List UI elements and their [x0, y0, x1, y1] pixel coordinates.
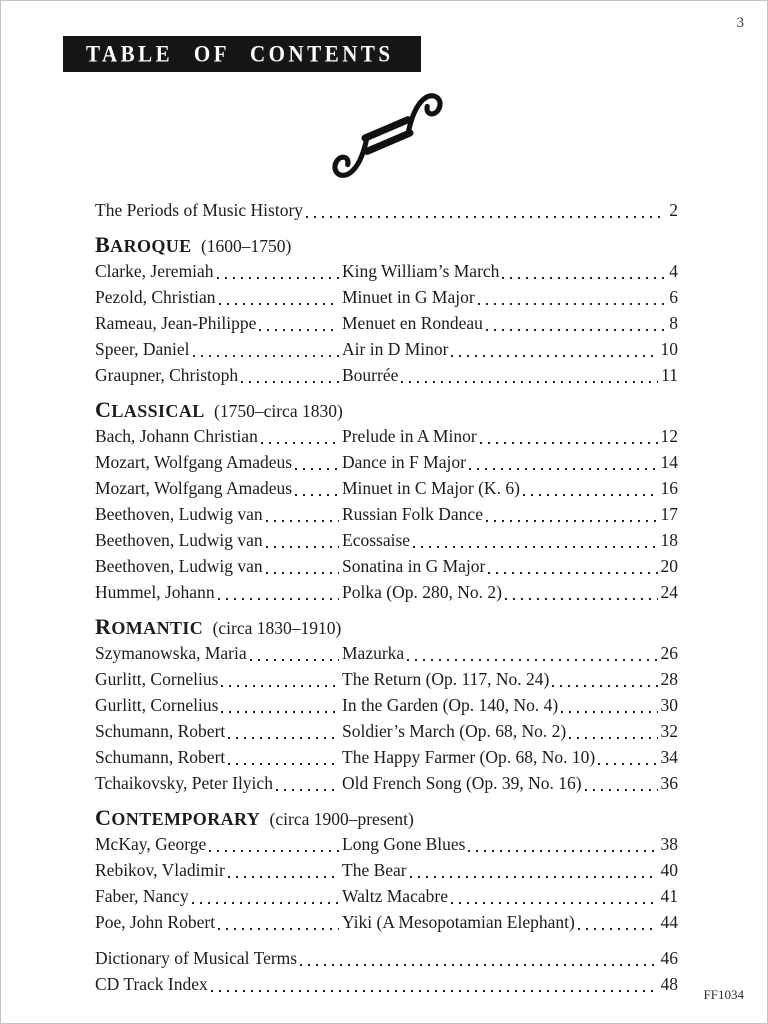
composer-cell [95, 336, 342, 362]
piece-title: Sonatina in G Major [342, 556, 486, 576]
page-number: 3 [736, 15, 744, 31]
toc-entry-row [95, 553, 678, 579]
piece-title: Dance in F Major [342, 452, 466, 472]
piece-title: The Return (Op. 117, No. 24) [342, 669, 550, 689]
section-heading [95, 231, 678, 258]
dot-leader [221, 711, 339, 713]
piece-title: Long Gone Blues [342, 834, 466, 854]
composer-cell [95, 527, 342, 553]
section-date-range: (circa 1900–present) [269, 809, 414, 829]
dot-leader [407, 659, 657, 661]
dot-leader [578, 928, 658, 930]
toc-entry-row [95, 579, 678, 605]
toc-section [95, 396, 678, 605]
piece-title: The Bear [342, 860, 407, 880]
composer-cell [95, 909, 342, 935]
composer-name: Tchaikovsky, Peter Ilyich [95, 773, 273, 793]
dot-leader [488, 572, 657, 574]
dot-leader [193, 355, 339, 357]
piece-title: Waltz Macabre [342, 886, 448, 906]
dot-leader [209, 850, 339, 852]
composer-name: Rameau, Jean-Philippe [95, 313, 257, 333]
entry-page-number: 32 [660, 721, 678, 741]
composer-cell [95, 857, 342, 883]
section-name: CONTEMPORARY [95, 805, 261, 830]
composer-cell [95, 475, 342, 501]
toc-entry-row [95, 692, 678, 718]
composer-name: Faber, Nancy [95, 886, 189, 906]
toc-section [95, 613, 678, 796]
entry-page-number: 12 [660, 426, 678, 446]
title-cell [342, 666, 678, 692]
back-row-page: 48 [660, 974, 678, 994]
composer-cell [95, 744, 342, 770]
dot-leader [266, 572, 339, 574]
dot-leader [480, 442, 658, 444]
composer-cell [95, 553, 342, 579]
composer-name: Schumann, Robert [95, 747, 226, 767]
entry-page-number: 36 [660, 773, 678, 793]
back-row-label: Dictionary of Musical Terms [95, 948, 298, 968]
dot-leader [276, 789, 339, 791]
entry-page-number: 10 [660, 339, 678, 359]
composer-cell [95, 770, 342, 796]
dot-leader [219, 303, 339, 305]
composer-name: Beethoven, Ludwig van [95, 530, 263, 550]
composer-cell [95, 501, 342, 527]
dot-leader [241, 381, 339, 383]
composer-name: Gurlitt, Cornelius [95, 695, 219, 715]
piece-title: Mazurka [342, 643, 405, 663]
title-cell [342, 883, 678, 909]
title-cell [342, 336, 678, 362]
composer-name: Gurlitt, Cornelius [95, 669, 219, 689]
dot-leader [306, 216, 666, 218]
dot-leader [552, 685, 657, 687]
front-row-page: 2 [669, 200, 678, 220]
dot-leader [451, 902, 658, 904]
section-entries [95, 258, 678, 388]
catalog-code: FF1034 [703, 987, 744, 1002]
dot-leader [469, 468, 658, 470]
composer-name: Speer, Daniel [95, 339, 190, 359]
title-cell [342, 640, 678, 666]
title-cell [342, 284, 678, 310]
dot-leader [261, 442, 339, 444]
dot-leader [413, 546, 657, 548]
entry-page-number: 28 [660, 669, 678, 689]
dot-leader [228, 737, 339, 739]
toc-entry-row [95, 501, 678, 527]
piece-title: Yiki (A Mesopotamian Elephant) [342, 912, 575, 932]
dot-leader [502, 277, 666, 279]
toc-entry-row [95, 475, 678, 501]
piece-title: Ecossaise [342, 530, 411, 550]
section-name: ROMANTIC [95, 614, 204, 639]
title-cell [342, 475, 678, 501]
table-of-contents [95, 197, 678, 997]
composer-cell [95, 310, 342, 336]
title-cell [342, 310, 678, 336]
toc-entry-row [95, 718, 678, 744]
dot-leader [300, 964, 657, 966]
dot-leader [217, 277, 339, 279]
dot-leader [569, 737, 657, 739]
composer-name: Hummel, Johann [95, 582, 215, 602]
piece-title: King William’s March [342, 261, 500, 281]
title-cell [342, 831, 678, 857]
piece-title: Minuet in G Major [342, 287, 475, 307]
composer-cell [95, 449, 342, 475]
toc-section [95, 804, 678, 935]
back-row-label: CD Track Index [95, 974, 208, 994]
piece-title: In the Garden (Op. 140, No. 4) [342, 695, 559, 715]
section-name: CLASSICAL [95, 397, 205, 422]
composer-name: Clarke, Jeremiah [95, 261, 214, 281]
composer-name: Mozart, Wolfgang Amadeus [95, 478, 293, 498]
back-matter-rows [95, 945, 678, 997]
composer-name: Szymanowska, Maria [95, 643, 247, 663]
piece-title: Minuet in C Major (K. 6) [342, 478, 520, 498]
toc-entry-row [95, 857, 678, 883]
toc-entry-row [95, 336, 678, 362]
dot-leader [505, 598, 658, 600]
section-entries [95, 640, 678, 796]
composer-cell [95, 718, 342, 744]
composer-name: Pezold, Christian [95, 287, 216, 307]
section-heading [95, 396, 678, 423]
composer-name: Poe, John Robert [95, 912, 216, 932]
dot-leader [486, 329, 666, 331]
section-date-range: (1600–1750) [200, 236, 292, 256]
toc-sections [95, 231, 678, 935]
entry-page-number: 17 [660, 504, 678, 524]
entry-page-number: 6 [669, 287, 678, 307]
back-row-page: 46 [660, 948, 678, 968]
piece-title: Bourrée [342, 365, 399, 385]
toc-entry-row [95, 640, 678, 666]
page-title: TABLE OF CONTENTS [86, 40, 394, 67]
entry-page-number: 8 [669, 313, 678, 333]
piece-title: Old French Song (Op. 39, No. 16) [342, 773, 582, 793]
dot-leader [266, 520, 339, 522]
entry-page-number: 38 [660, 834, 678, 854]
piece-title: Menuet en Rondeau [342, 313, 483, 333]
music-flourish-icon [329, 83, 447, 185]
title-cell [342, 579, 678, 605]
back-matter-row [95, 945, 678, 971]
toc-entry-row [95, 449, 678, 475]
composer-cell [95, 666, 342, 692]
title-cell [342, 770, 678, 796]
dot-leader [598, 763, 657, 765]
composer-name: Schumann, Robert [95, 721, 226, 741]
section-heading [95, 613, 678, 640]
toc-entry-row [95, 909, 678, 935]
dot-leader [468, 850, 657, 852]
toc-entry-row [95, 527, 678, 553]
dot-leader [266, 546, 339, 548]
section-date-range: (circa 1830–1910) [212, 618, 342, 638]
composer-name: Bach, Johann Christian [95, 426, 258, 446]
composer-cell [95, 423, 342, 449]
title-cell [342, 362, 678, 388]
dot-leader [486, 520, 658, 522]
composer-name: McKay, George [95, 834, 207, 854]
composer-cell [95, 258, 342, 284]
dot-leader [295, 468, 339, 470]
entry-page-number: 26 [660, 643, 678, 663]
composer-name: Graupner, Christoph [95, 365, 239, 385]
composer-cell [95, 640, 342, 666]
composer-name: Beethoven, Ludwig van [95, 504, 263, 524]
entry-page-number: 20 [660, 556, 678, 576]
toc-entry-row [95, 666, 678, 692]
section-date-range: (1750–circa 1830) [214, 401, 343, 421]
piece-title: Soldier’s March (Op. 68, No. 2) [342, 721, 567, 741]
dot-leader [585, 789, 658, 791]
composer-cell [95, 579, 342, 605]
dot-leader [478, 303, 667, 305]
piece-title: Polka (Op. 280, No. 2) [342, 582, 502, 602]
composer-cell [95, 883, 342, 909]
entry-page-number: 11 [661, 365, 678, 385]
title-banner [64, 37, 420, 71]
title-cell [342, 501, 678, 527]
piece-title: Air in D Minor [342, 339, 449, 359]
toc-section [95, 231, 678, 388]
composer-cell [95, 362, 342, 388]
entry-page-number: 24 [660, 582, 678, 602]
dot-leader [523, 494, 658, 496]
dot-leader [295, 494, 339, 496]
front-row-label: The Periods of Music History [95, 200, 304, 220]
entry-page-number: 16 [660, 478, 678, 498]
dot-leader [228, 876, 339, 878]
entry-page-number: 41 [660, 886, 678, 906]
piece-title: Russian Folk Dance [342, 504, 483, 524]
section-entries [95, 831, 678, 935]
dot-leader [221, 685, 339, 687]
composer-cell [95, 284, 342, 310]
entry-page-number: 40 [660, 860, 678, 880]
dot-leader [211, 990, 658, 992]
composer-cell [95, 831, 342, 857]
entry-page-number: 18 [660, 530, 678, 550]
title-cell [342, 423, 678, 449]
entry-page-number: 34 [660, 747, 678, 767]
front-matter-row [95, 197, 678, 223]
section-entries [95, 423, 678, 605]
dot-leader [228, 763, 339, 765]
dot-leader [561, 711, 657, 713]
composer-cell [95, 692, 342, 718]
title-cell [342, 718, 678, 744]
piece-title: The Happy Farmer (Op. 68, No. 10) [342, 747, 596, 767]
toc-entry-row [95, 883, 678, 909]
composer-name: Rebikov, Vladimir [95, 860, 225, 880]
title-cell [342, 857, 678, 883]
dot-leader [259, 329, 339, 331]
piece-title: Prelude in A Minor [342, 426, 477, 446]
dot-leader [218, 928, 339, 930]
toc-entry-row [95, 310, 678, 336]
entry-page-number: 4 [669, 261, 678, 281]
section-name: BAROQUE [95, 232, 192, 257]
toc-entry-row [95, 770, 678, 796]
section-heading [95, 804, 678, 831]
title-cell [342, 449, 678, 475]
toc-entry-row [95, 831, 678, 857]
dot-leader [192, 902, 339, 904]
composer-name: Mozart, Wolfgang Amadeus [95, 452, 293, 472]
title-cell [342, 744, 678, 770]
toc-entry-row [95, 744, 678, 770]
title-cell [342, 258, 678, 284]
dot-leader [410, 876, 658, 878]
title-cell [342, 909, 678, 935]
toc-entry-row [95, 423, 678, 449]
toc-entry-row [95, 284, 678, 310]
title-cell [342, 692, 678, 718]
dot-leader [451, 355, 657, 357]
dot-leader [250, 659, 339, 661]
entry-page-number: 30 [660, 695, 678, 715]
dot-leader [218, 598, 339, 600]
toc-entry-row [95, 362, 678, 388]
toc-entry-row [95, 258, 678, 284]
title-cell [342, 553, 678, 579]
entry-page-number: 44 [660, 912, 678, 932]
entry-page-number: 14 [660, 452, 678, 472]
dot-leader [401, 381, 658, 383]
title-cell [342, 527, 678, 553]
back-matter-row [95, 971, 678, 997]
composer-name: Beethoven, Ludwig van [95, 556, 263, 576]
